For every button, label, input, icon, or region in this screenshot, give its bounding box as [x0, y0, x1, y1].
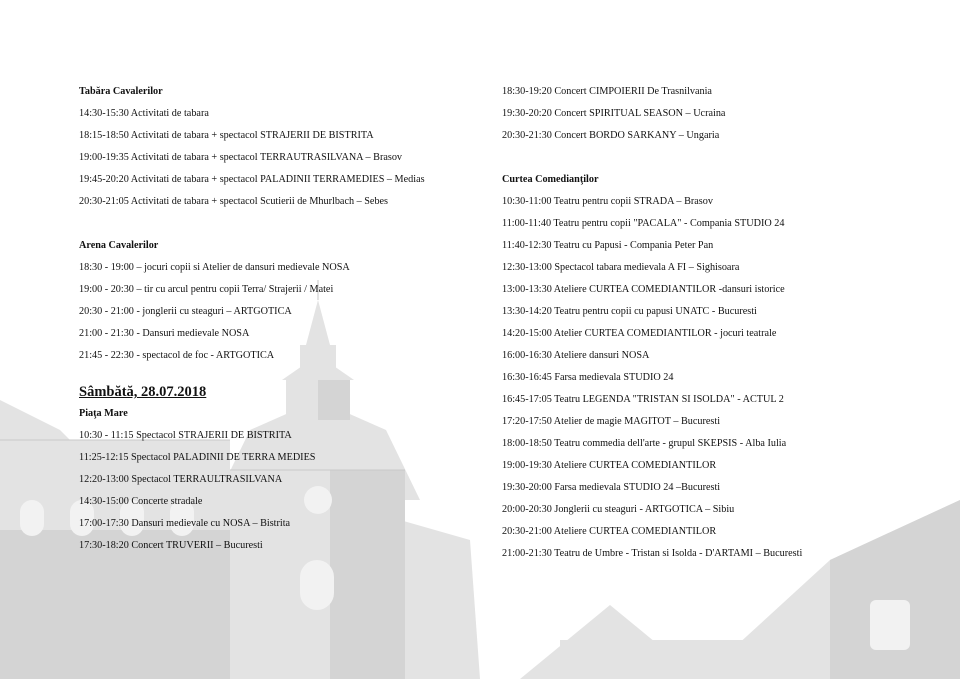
section-heading: Arena Cavalerilor: [79, 240, 159, 251]
schedule-left-column: [79, 81, 479, 557]
schedule-item: 18:15-18:50 Activitati de tabara + spectacol STRAJERII DE BISTRITA: [79, 130, 374, 141]
schedule-item: 19:45-20:20 Activitati de tabara + spectacol PALADINII TERRAMEDIES – Medias: [79, 174, 425, 185]
section-tabara-cavalerilor: [79, 81, 479, 213]
schedule-item: 18:30 - 19:00 – jocuri copii si Atelier de dansuri medievale NOSA: [79, 262, 350, 273]
schedule-item: 10:30-11:00 Teatru pentru copii STRADA – Brasov: [502, 196, 713, 207]
schedule-item: 17:30-18:20 Concert TRUVERII – Bucuresti: [79, 540, 263, 551]
schedule-item: 11:00-11:40 Teatru pentru copii "PACALA" - Compania STUDIO 24: [502, 218, 785, 229]
schedule-item: 12:20-13:00 Spectacol TERRAULTRASILVANA: [79, 474, 283, 485]
schedule-item: 14:30-15:00 Concerte stradale: [79, 496, 203, 507]
schedule-item: 20:30-21:00 Ateliere CURTEA COMEDIANTILOR: [502, 526, 717, 537]
schedule-item: 19:30-20:00 Farsa medievala STUDIO 24 –Bucuresti: [502, 482, 721, 493]
schedule-item: 14:20-15:00 Atelier CURTEA COMEDIANTILOR - jocuri teatrale: [502, 328, 777, 339]
spacer: [79, 367, 479, 381]
schedule-item: 20:30-21:30 Concert BORDO SARKANY – Ungaria: [502, 130, 720, 141]
schedule-item: 19:00-19:30 Ateliere CURTEA COMEDIANTILOR: [502, 460, 717, 471]
spacer: [502, 147, 942, 169]
schedule-item: 13:00-13:30 Ateliere CURTEA COMEDIANTILOR -dansuri istorice: [502, 284, 785, 295]
schedule-item: 18:30-19:20 Concert CIMPOIERII De Trasnilvania: [502, 86, 712, 97]
schedule-item: 20:30-21:05 Activitati de tabara + spectacol Scutierii de Mhurlbach – Sebes: [79, 196, 389, 207]
schedule-item: 11:25-12:15 Spectacol PALADINII DE TERRA MEDIES: [79, 452, 316, 463]
schedule-item: 12:30-13:00 Spectacol tabara medievala A FI – Sighisoara: [502, 262, 740, 273]
concert-list: [502, 81, 942, 147]
schedule-item: 10:30 - 11:15 Spectacol STRAJERII DE BISTRITA: [79, 430, 292, 441]
schedule-item: 17:20-17:50 Atelier de magie MAGITOT – Bucuresti: [502, 416, 721, 427]
section-heading: Tabăra Cavalerilor: [79, 86, 163, 97]
section-heading: Curtea Comedianţilor: [502, 174, 599, 185]
day-title: Sâmbătă, 28.07.2018: [79, 384, 207, 400]
schedule-item: 20:00-20:30 Jonglerii cu steaguri - ARTGOTICA – Sibiu: [502, 504, 735, 515]
spacer: [79, 213, 479, 235]
schedule-item: 21:00 - 21:30 - Dansuri medievale NOSA: [79, 328, 250, 339]
section-arena-cavalerilor: [79, 235, 479, 367]
schedule-item: 16:45-17:05 Teatru LEGENDA "TRISTAN SI ISOLDA" - ACTUL 2: [502, 394, 784, 405]
schedule-item: 20:30 - 21:00 - jonglerii cu steaguri – ARTGOTICA: [79, 306, 292, 317]
section-curtea-comediantilor: [502, 169, 942, 565]
schedule-item: 19:30-20:20 Concert SPIRITUAL SEASON – Ucraina: [502, 108, 726, 119]
schedule-item: 21:45 - 22:30 - spectacol de foc - ARTGOTICA: [79, 350, 275, 361]
schedule-item: 17:00-17:30 Dansuri medievale cu NOSA – Bistrita: [79, 518, 291, 529]
schedule-item: 21:00-21:30 Teatru de Umbre - Tristan si Isolda - D'ARTAMI – Bucuresti: [502, 548, 803, 559]
section-piata-mare: [79, 403, 479, 557]
schedule-item: 19:00-19:35 Activitati de tabara + spectacol TERRAUTRASILVANA – Brasov: [79, 152, 403, 163]
schedule-item: 18:00-18:50 Teatru commedia dell'arte - grupul SKEPSIS - Alba Iulia: [502, 438, 787, 449]
schedule-item: 11:40-12:30 Teatru cu Papusi - Compania Peter Pan: [502, 240, 714, 251]
schedule-right-column: [502, 81, 942, 565]
schedule-item: 13:30-14:20 Teatru pentru copii cu papusi UNATC - Bucuresti: [502, 306, 757, 317]
schedule-item: 16:30-16:45 Farsa medievala STUDIO 24: [502, 372, 674, 383]
schedule-item: 14:30-15:30 Activitati de tabara: [79, 108, 209, 119]
schedule-item: 19:00 - 20:30 – tir cu arcul pentru copii Terra/ Strajerii / Matei: [79, 284, 334, 295]
schedule-item: 16:00-16:30 Ateliere dansuri NOSA: [502, 350, 650, 361]
section-heading: Piaţa Mare: [79, 408, 128, 419]
